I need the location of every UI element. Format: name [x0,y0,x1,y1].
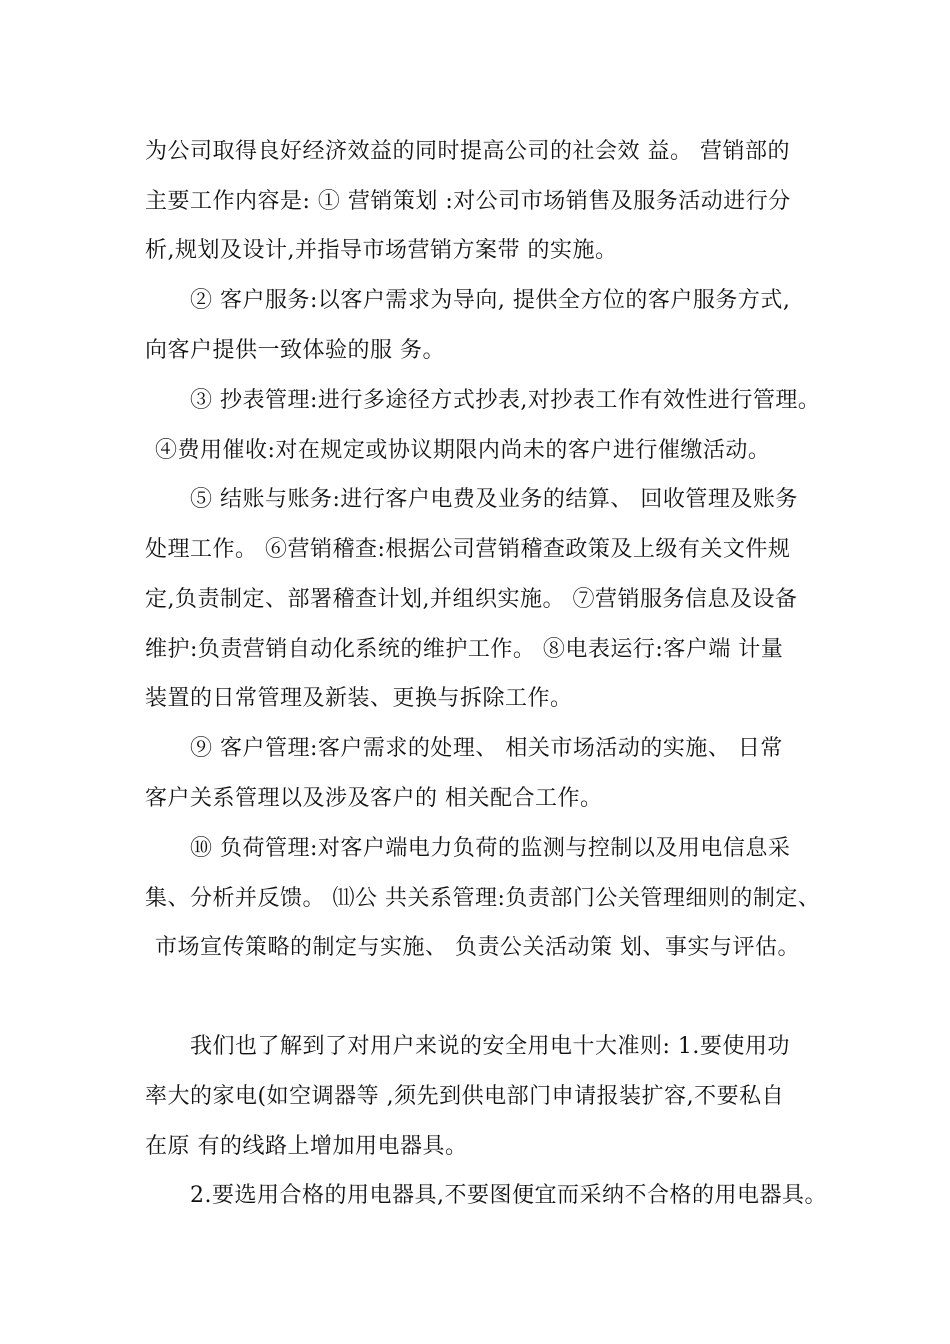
text-line: 向客户提供一致体验的服 务。 [145,338,445,363]
text-line: ② 客户服务:以客户需求为导向, 提供全方位的客户服务方式, [190,288,791,313]
text-line: 为公司取得良好经济效益的同时提高公司的社会效 益。 营销部的 [145,139,790,164]
text-line: 定,负责制定、部署稽查计划,并组织实施。 ⑦营销服务信息及设备 [145,587,798,612]
text-line: 集、分析并反馈。 ⑾公 共关系管理:负责部门公关管理细则的制定、 [145,886,821,911]
text-line: 析,规划及设计,并指导市场营销方案带 的实施。 [145,238,618,263]
text-line: ⑨ 客户管理:客户需求的处理、 相关市场活动的实施、 日常 [190,736,783,761]
text-line: ③ 抄表管理:进行多途径方式抄表,对抄表工作有效性进行管理。 [190,388,821,413]
text-line: 主要工作内容是: ① 营销策划 :对公司市场销售及服务活动进行分 [145,189,791,214]
text-line: 客户关系管理以及涉及客户的 相关配合工作。 [145,786,603,811]
text-line: ④费用催收:对在规定或协议期限内尚未的客户进行催缴活动。 [155,438,771,463]
text-line: 在原 有的线路上增加用电器具。 [145,1134,468,1159]
text-line: ⑩ 负荷管理:对客户端电力负荷的监测与控制以及用电信息采 [190,836,791,861]
text-line: 率大的家电(如空调器等 ,须先到供电部门申请报装扩容,不要私自 [145,1084,785,1109]
text-line: 我们也了解到了对用户来说的安全用电十大准则: 1.要使用功 [190,1034,790,1059]
text-line: 2.要选用合格的用电器具,不要图便宜而采纳不合格的用电器具。 [190,1183,827,1208]
text-line: 装置的日常管理及新装、更换与拆除工作。 [145,686,573,711]
text-line: 处理工作。 ⑥营销稽查:根据公司营销稽查政策及上级有关文件规 [145,537,791,562]
text-line: 维护:负责营销自动化系统的维护工作。 ⑧电表运行:客户端 计量 [145,637,784,662]
text-line: 市场宣传策略的制定与实施、 负责公关活动策 划、事实与评估。 [155,935,800,960]
text-line: ⑤ 结账与账务:进行客户电费及业务的结算、 回收管理及账务 [190,487,798,512]
